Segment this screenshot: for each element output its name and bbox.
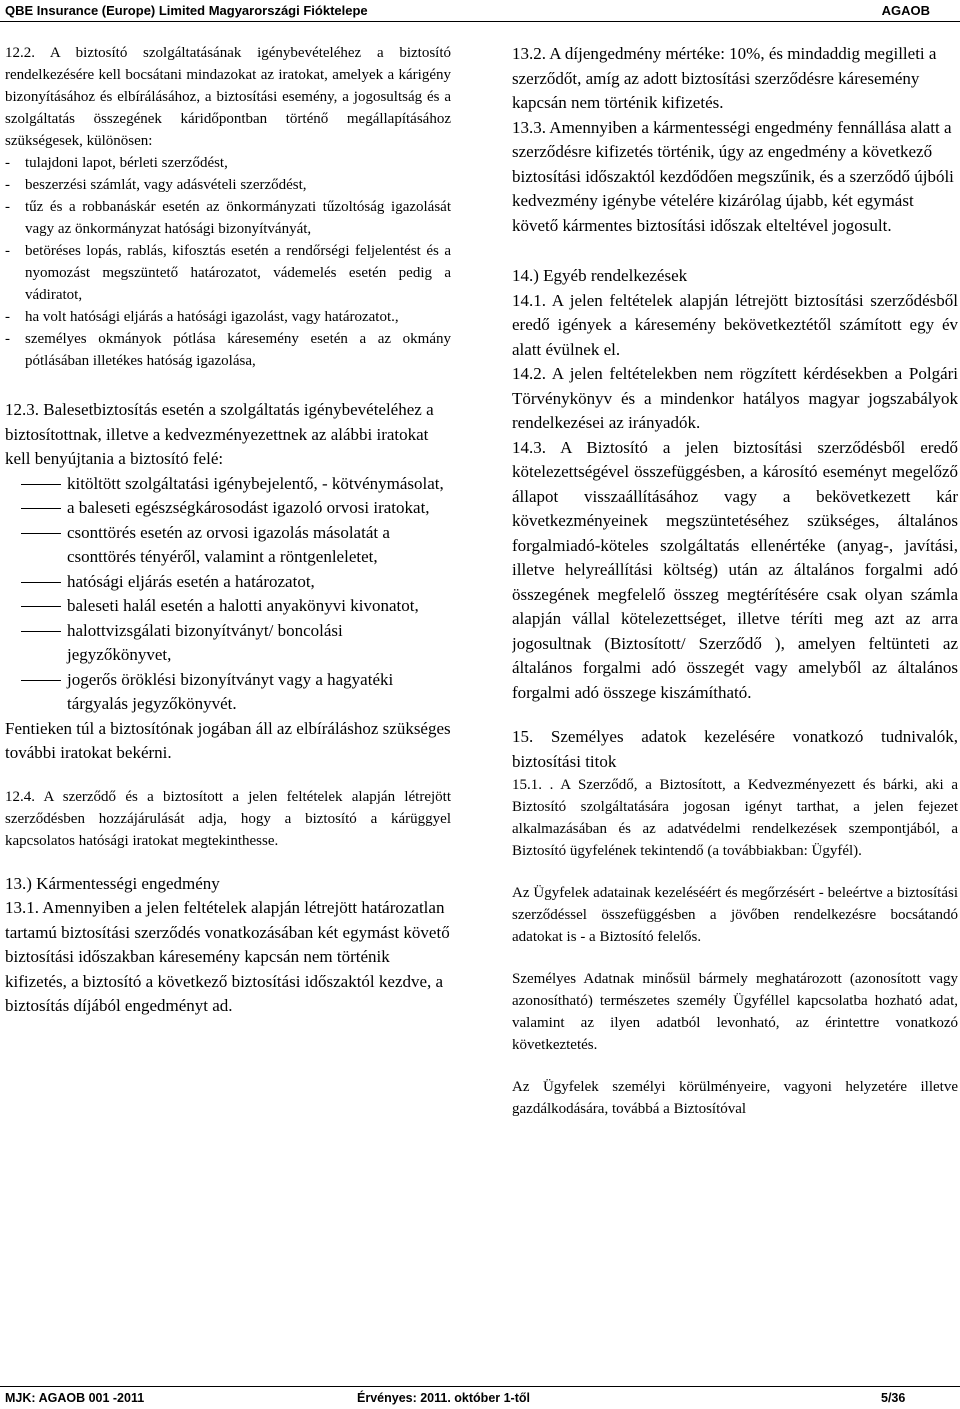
list-item: - ha volt hatósági eljárás a hatósági igazolást, vagy határozatot., [5,306,451,328]
section-15-paragraph-b: Személyes Adatnak minősül bármely meghatározott (azonosított vagy azonosítható) természetes személy Ügyféllel kapcsolatba hozható adat, valamint az ilyen adatból levonható, az érintettre vonatkozó következtetés. [512,971,958,1053]
page-footer [0,1386,960,1409]
page-header [0,0,960,22]
document-number: MJK: AGAOB 001 -2011 [5,1391,145,1405]
section-14-2: 14.2. A jelen feltételekben nem rögzített kérdésekben a Polgári Törvénykönyv és a mindenkor hatályos magyar jogszabályok rendelkezései az irányadók. [512,364,958,432]
right-column [512,42,958,1384]
section-15-paragraph-a: Az Ügyfelek adatainak kezeléséért és megőrzésért - beleértve a biztosítási szerződéssel összefüggésben a jövőben rendelkezésre bocsátandó adatokat is - a Biztosító felelős. [512,885,958,945]
list-item: baleseti halál esetén a halotti anyakönyvi kivonatot, [5,594,451,619]
section-13-3: 13.3. Amennyiben a kármentességi engedmény fennállása alatt a szerződésre kifizetés történik, úgy az engedmény a következő biztosítási időszaktól kezdődően megszűnik, és a szerződő újbóli kedvezmény igénybe vételére kizárólag újabb, két egymást követő kármentes biztosítási időszak elteltével jogosult. [512,117,954,235]
section-12-3-list [5,472,451,717]
list-item: kitöltött szolgáltatási igénybejelentő, - kötvénymásolat, [5,472,451,497]
list-item: - betöréses lopás, rablás, kifosztás esetén a rendőrségi feljelentést és a nyomozást megszüntető határozatot, vádemelés esetén pedig a vádiratot, [5,240,451,306]
section-12-2-list [5,152,451,372]
section-12-3-outro: Fentieken túl a biztosítónak jogában áll az elbíráláshoz szükséges további iratokat bekérni. [5,718,451,762]
section-12-2-intro: 12.2. A biztosító szolgáltatásának igénybevételéhez a biztosító rendelkezésére kell bocsátani mindazokat az iratokat, amelyek a kárigény bizonyításához és elbírálásához, a biztosítási esemény, a jogosultság és a szolgáltatás összegének káridőpontban történő megállapításához szükségesek, különösen: [5,45,451,149]
section-14-3: 14.3. A Biztosító a jelen biztosítási szerződésből eredő kötelezettségével összefüggésben, a károsító eseményt megelőző állapot visszaállításához vagy a bekövetkezett kár következményeinek megszüntetéséhez szükséges, általános forgalmiadó-köteles szolgáltatás ellenértéke (anyag-, javítási, illetve helyreállítási költség) után az általános forgalmi adó összegének megfelelő összeg megtérítésére csak olyan számla alapján vállal kötelezettséget, illetve téríti meg azt az arra jogosultnak (Biztosított/ Szerződő ), amelyen feltünteti az általános forgalmi adó összegét vagy amelyből az általános forgalmi adó összege kiszámítható. [512,437,958,702]
list-item: - személyes okmányok pótlása káresemény esetén a az okmány pótlásában illetékes hatóság igazolása, [5,328,451,372]
left-column [5,42,451,1384]
section-13-1: 13.1. Amennyiben a jelen feltételek alapján létrejött határozatlan tartamú biztosítási szerződés vonatkozásában két egymást követő biztosítási időszakban káresemény kapcsán nem történik kifizetés, a biztosító a következő biztosítási időszaktól kezdve, a biztosítás díjából engedményt ad. [5,898,450,1015]
section-12-4: 12.4. A szerződő és a biztosított a jelen feltételek alapján létrejött szerződésben hozzájárulását adja, hogy a biztosító a kárüggyel kapcsolatos hatósági iratokat megtekinthesse. [5,788,451,849]
list-item: - tűz és a robbanáskár esetén az önkormányzati tűzoltóság igazolását vagy az önkormányzat hatósági bizonyítványát, [5,196,451,240]
section-15-heading: 15. Személyes adatok kezelésére vonatkozó tudnivalók, biztosítási titok [512,727,958,771]
document-code: AGAOB [881,3,930,18]
list-item: - tulajdoni lapot, bérleti szerződést, [5,152,451,174]
company-name: QBE Insurance (Europe) Limited Magyarországi Fióktelepe [5,3,368,18]
list-item: csonttörés esetén az orvosi igazolás másolatát a csonttörés tényéről, valamint a röntgenleletet, [5,521,451,570]
list-item: jogerős öröklési bizonyítványt vagy a hagyatéki tárgyalás jegyzőkönyvét. [5,668,451,717]
validity-date: Érvényes: 2011. október 1-től [357,1391,530,1405]
list-item: hatósági eljárás esetén a határozatot, [5,570,451,595]
section-14-heading: 14.) Egyéb rendelkezések [512,266,688,285]
list-item: a baleseti egészségkárosodást igazoló orvosi iratokat, [5,496,451,521]
section-14-1: 14.1. A jelen feltételek alapján létrejött biztosítási szerződésből eredő igények a káresemény bekövetkeztétől számított egy év alatt évülnek el. [512,290,958,359]
section-13-2: 13.2. A díjengedmény mértéke: 10%, és mindaddig megilleti a szerződőt, amíg az adott biztosítási szerződésre káresemény kapcsán nem történik kifizetés. [512,44,937,112]
section-15-paragraph-c: Az Ügyfelek személyi körülményeire, vagyoni helyzetére illetve gazdálkodására, továbbá a Biztosítóval [512,1079,958,1117]
section-12-3-intro: 12.3. Balesetbiztosítás esetén a szolgáltatás igénybevételéhez a biztosítottnak, illetve a kedvezményezettnek az alábbi iratokat kell benyújtania a biztosító felé: [5,400,434,468]
section-15-1: 15.1. . A Szerződő, a Biztosított, a Kedvezményezett és bárki, aki a Biztosító szolgáltatására jogosan igényt tarthat, a jelen fejezet alkalmazásában és az adatvédelmi rendelkezések szempontjából, a Biztosító ügyfelének tekintendő (a továbbiakban: Ügyfél). [512,777,958,859]
list-item: halottvizsgálati bizonyítványt/ boncolási jegyzőkönyvet, [5,619,451,668]
page-number: 5/36 [881,1391,906,1405]
list-item: - beszerzési számlát, vagy adásvételi szerződést, [5,174,451,196]
section-13-heading: 13.) Kármentességi engedmény [5,873,220,893]
